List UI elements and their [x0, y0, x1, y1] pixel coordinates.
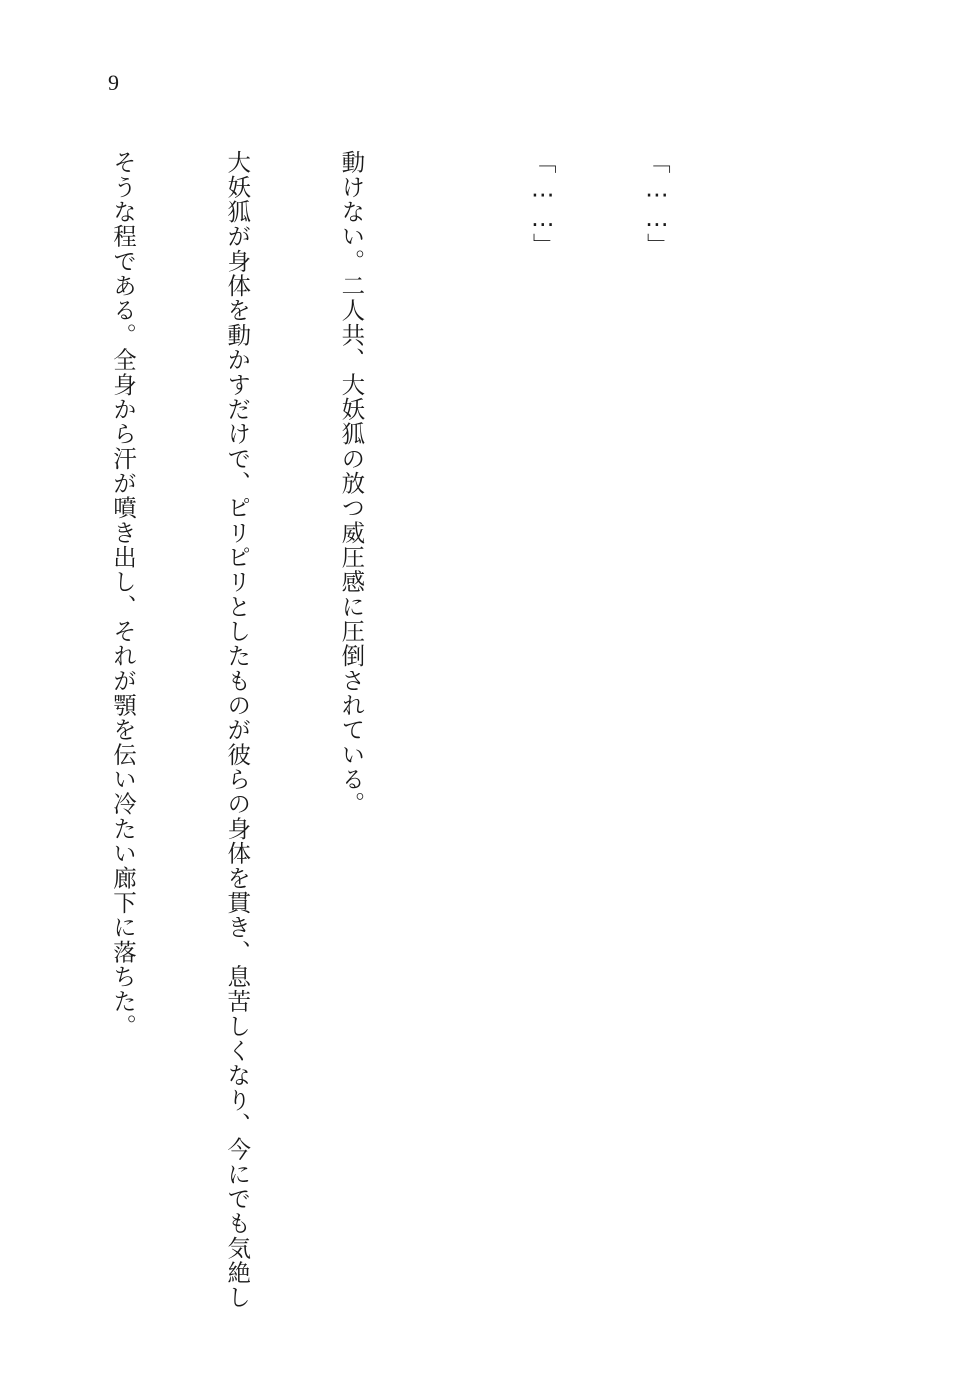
blank-line [447, 150, 448, 1290]
text-line: 「……」 [528, 150, 557, 258]
page-number: 9 [108, 70, 119, 95]
vertical-text-body [0, 150, 752, 1310]
blank-line [27, 150, 28, 1290]
text-line: 「……」 [642, 150, 671, 258]
text-line: 動けない。二人共、大妖狐の放つ威圧感に圧倒されている。 [337, 150, 366, 817]
text-line: 大妖狐が身体を動かすだけで、ピリピリとしたものが彼らの身体を貫き、息苦しくなり、今にでも気絶し [223, 150, 252, 1310]
text-line: そうな程である。全身から汗が噴き出し、それが顎を伝い冷たい廊下に落ちた。 [109, 150, 137, 1039]
